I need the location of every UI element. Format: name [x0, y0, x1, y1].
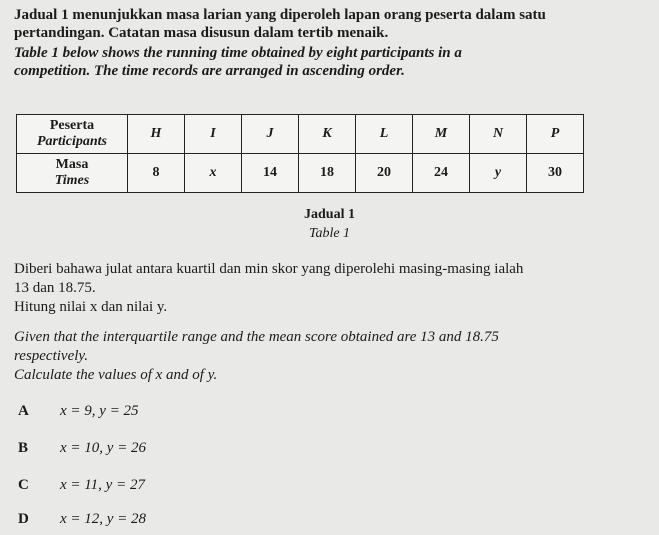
times-header	[17, 154, 128, 193]
participant-cell: M	[413, 115, 470, 154]
time-cell: 20	[356, 154, 413, 193]
time-cell: x	[185, 154, 242, 193]
table-caption-en: Table 1	[308, 226, 351, 241]
times-row	[17, 154, 584, 193]
time-table	[16, 114, 584, 193]
question-ms-line-2: 13 dan 18.75.	[14, 280, 96, 296]
time-cell: 30	[527, 154, 584, 193]
option-letter: B	[18, 440, 29, 456]
option-text: x = 9, y = 25	[60, 403, 139, 419]
participant-cell: H	[128, 115, 185, 154]
question-en-line-1: Given that the interquartile range and the mean score obtained are 13 and 18.75	[14, 329, 499, 345]
table-caption-ms: Jadual 1	[304, 207, 355, 222]
option-letter: D	[18, 511, 29, 527]
intro-en-line-2: competition. The time records are arranged in ascending order.	[14, 63, 405, 79]
question-en-line-2: respectively.	[14, 348, 88, 364]
option-text: x = 10, y = 26	[60, 440, 147, 456]
participant-cell: I	[185, 115, 242, 154]
option-letter: C	[18, 477, 29, 493]
option-text: x = 11, y = 27	[60, 477, 145, 493]
participants-row	[17, 115, 584, 154]
participant-cell: P	[527, 115, 584, 154]
intro-ms-line-2: pertandingan. Catatan masa disusun dalam tertib menaik.	[14, 25, 389, 41]
times-header-en: Times	[54, 173, 90, 188]
question-ms-line-3: Hitung nilai x dan nilai y.	[14, 299, 168, 315]
participants-header-en: Participants	[36, 134, 107, 149]
time-cell: 8	[128, 154, 185, 193]
participants-header-ms: Peserta	[49, 118, 95, 133]
question-ms-line-1: Diberi bahawa julat antara kuartil dan min skor yang diperolehi masing-masing ialah	[14, 261, 524, 277]
question-en-line-3: Calculate the values of x and of y.	[14, 367, 218, 383]
time-cell: 18	[299, 154, 356, 193]
participant-cell: K	[299, 115, 356, 154]
participants-header	[17, 115, 128, 154]
time-cell: y	[470, 154, 527, 193]
time-cell: 14	[242, 154, 299, 193]
intro-ms-line-1: Jadual 1 menunjukkan masa larian yang diperoleh lapan orang peserta dalam satu	[14, 7, 546, 23]
option-letter: A	[18, 403, 29, 419]
time-cell: 24	[413, 154, 470, 193]
participant-cell: N	[470, 115, 527, 154]
participant-cell: J	[242, 115, 299, 154]
option-text: x = 12, y = 28	[60, 511, 147, 527]
participant-cell: L	[356, 115, 413, 154]
intro-en-line-1: Table 1 below shows the running time obtained by eight participants in a	[14, 45, 462, 61]
times-header-ms: Masa	[55, 157, 89, 172]
